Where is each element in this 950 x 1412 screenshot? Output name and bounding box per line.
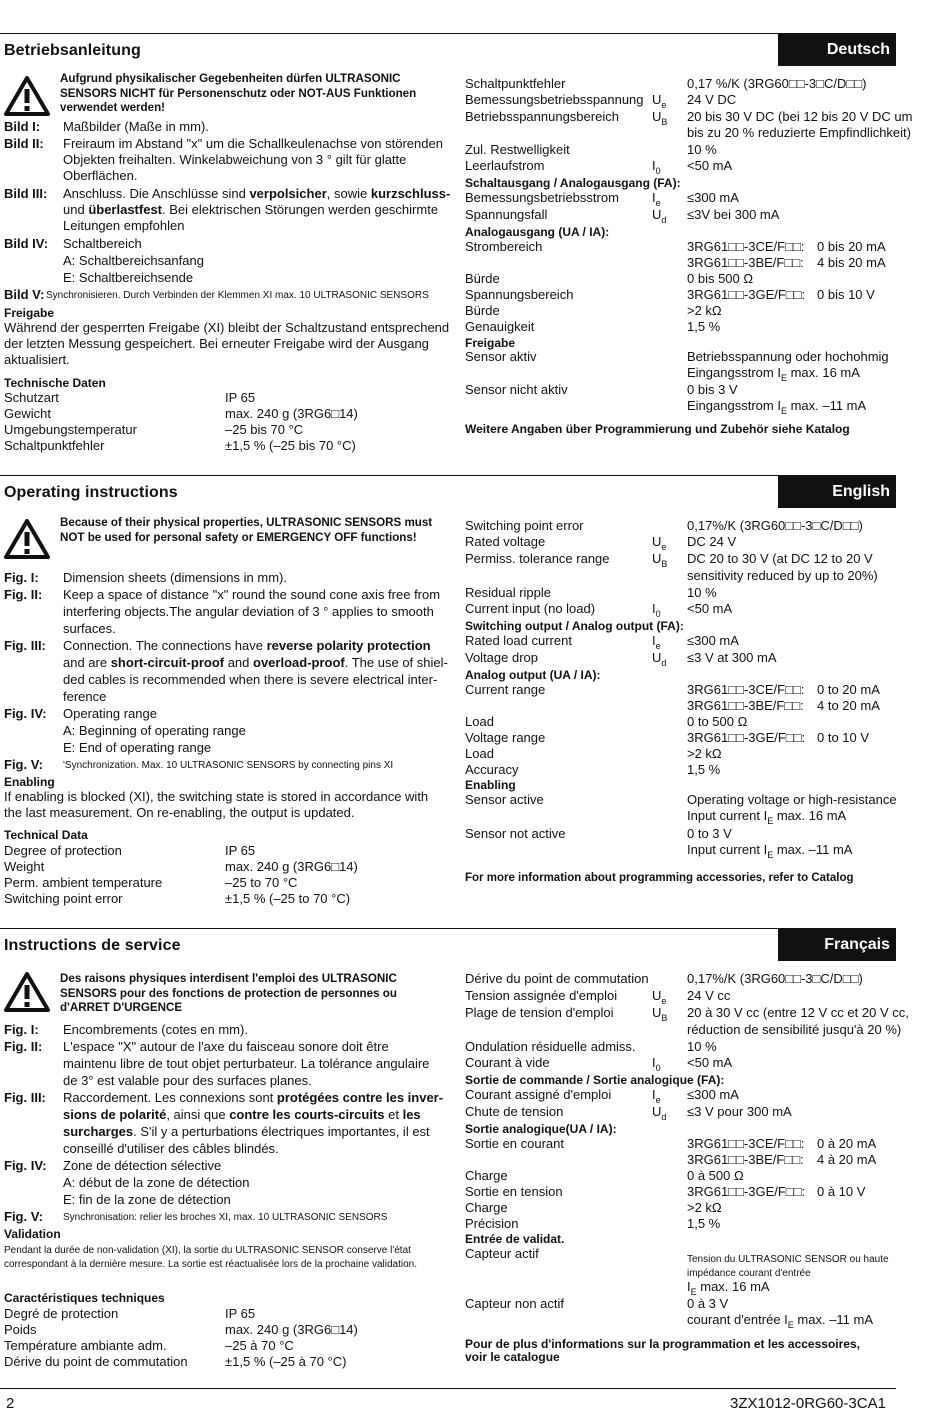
spec-symbol: $U_e$ [652, 534, 667, 552]
spec-label: Rated load current [465, 633, 572, 648]
fig3-text: Connection. The connections have reverse polarity protection [63, 638, 431, 653]
spec-label: Bemessungsbetriebsspannung [465, 92, 644, 107]
spec-label: Sensor nicht aktiv [465, 382, 568, 397]
fig3-text: Leitungen empfohlen [63, 218, 185, 233]
spec-symbol: $U_B$ [652, 1005, 668, 1023]
tech-label: Umgebungstemperatur [4, 422, 137, 437]
tech-value: –25 to 70 °C [225, 875, 298, 890]
tech-value: IP 65 [225, 843, 256, 858]
spec-label: Charge [465, 1168, 508, 1183]
enable-text: the last measurement. On re-enabling, the output is updated. [4, 805, 355, 820]
spec-label: Strombereich [465, 239, 543, 254]
spec-part: 3RG61□□-3GE/F□□: [687, 730, 806, 745]
fig3-label: Fig. III: [4, 1090, 46, 1105]
fig5-label: Fig. V: [4, 1209, 43, 1224]
spec-value: 0 to 3 V [687, 826, 732, 841]
fig1-text: Encombrements (cotes en mm). [63, 1022, 248, 1037]
spec-value: Betriebsspannung oder hochohmig [687, 349, 889, 364]
spec-value: 20 bis 30 V DC (bei 12 bis 20 V DC um [687, 109, 913, 124]
spec-value: 24 V DC [687, 92, 737, 107]
catalog-note: Weitere Angaben über Programmierung und Zubehör siehe Katalog [465, 422, 850, 436]
tech-label: Degré de protection [4, 1306, 119, 1321]
spec-symbol: $U_d$ [652, 207, 667, 225]
tech-label: Perm. ambient temperature [4, 875, 163, 890]
spec-value: $I_E$ max. 16 mA [687, 1279, 770, 1297]
fig4-text: A: Beginning of operating range [63, 723, 246, 738]
fig2-text: de 3° est valable pour des surfaces planes. [63, 1073, 312, 1088]
spec-value: courant d'entrée $I_E$ max. –11 mA [687, 1312, 874, 1330]
spec-label: Plage de tension d'emploi [465, 1005, 614, 1020]
spec-value: 1,5 % [687, 1216, 721, 1231]
spec-value: ≤300 mA [687, 1087, 739, 1102]
spec-label: Ondulation résiduelle admiss. [465, 1039, 636, 1054]
tech-value: max. 240 g (3RG6□14) [225, 406, 358, 421]
tech-label: Dérive du point de commutation [4, 1354, 188, 1369]
spec-value: 0 à 10 V [817, 1184, 866, 1199]
spec-label: Load [465, 714, 494, 729]
spec-label: Switching point error [465, 518, 584, 533]
warning-text: Because of their physical properties, ULTRASONIC SENSORS must NOT be used for personal safety or EMERGENCY OFF functions! [60, 516, 433, 544]
spec-label: Voltage drop [465, 650, 539, 665]
spec-label: Précision [465, 1216, 519, 1231]
warning-icon [4, 972, 50, 1012]
fig4-text: Operating range [63, 706, 157, 721]
spec-value: DC 20 to 30 V (at DC 12 to 20 V [687, 551, 873, 566]
fig4-text: E: End of operating range [63, 740, 212, 755]
spec-label: Spannungsbereich [465, 287, 574, 302]
footer-rule [0, 1388, 896, 1389]
spec-heading: Sortie de commande / Sortie analogique (FA): [465, 1073, 725, 1087]
spec-part: 3RG61□□-3GE/F□□: [687, 1184, 806, 1199]
fig3-text: conseillé d'utiliser des câbles blindés. [63, 1141, 279, 1156]
spec-value: Input current $I_E$ max. –11 mA [687, 842, 853, 860]
enable-text: Pendant la durée de non-validation (XI), la sortie du ULTRASONIC SENSOR conserve l'état [4, 1245, 411, 1256]
enable-heading: Validation [4, 1227, 61, 1241]
spec-value: >2 kΩ [687, 746, 722, 761]
spec-value: <50 mA [687, 1055, 733, 1070]
spec-value: bis zu 20 % reduzierte Empfindlichkeit) [687, 125, 911, 140]
spec-value: impédance courant d'entrée [687, 1268, 811, 1279]
spec-value: ≤3 V at 300 mA [687, 650, 777, 665]
fig3-text: und überlastfest. Bei elektrischen Störungen werden geschirmte [63, 202, 439, 217]
fig4-label: Bild IV: [4, 236, 49, 251]
fig2-text: surfaces. [63, 621, 116, 636]
fig1-text: Maßbilder (Maße in mm). [63, 119, 209, 134]
spec-label: Leerlaufstrom [465, 158, 545, 173]
spec-value: ≤3V bei 300 mA [687, 207, 780, 222]
tech-label: Schutzart [4, 390, 59, 405]
spec-value: 4 bis 20 mA [817, 255, 886, 270]
spec-value: 0 to 10 V [817, 730, 870, 745]
language-badge: Deutsch [778, 34, 896, 66]
fig2-label: Fig. II: [4, 587, 43, 602]
spec-label: Sortie en tension [465, 1184, 563, 1199]
tech-value: IP 65 [225, 1306, 256, 1321]
spec-value: 0,17%/K (3RG60□□-3□C/D□□) [687, 971, 863, 986]
enable-heading: Freigabe [4, 306, 55, 320]
fig5-label: Fig. V: [4, 757, 43, 772]
catalog-note: For more information about programming accessories, refer to Catalog [465, 872, 854, 884]
spec-part: 3RG61□□-3GE/F□□: [687, 287, 806, 302]
spec-value: 24 V cc [687, 988, 731, 1003]
fig2-text: Freiraum im Abstand "x" um die Schallkeulenachse von störenden [63, 136, 443, 151]
spec-value: Eingangsstrom $I_E$ max. 16 mA [687, 365, 860, 383]
tech-heading: Caractéristiques techniques [4, 1291, 165, 1305]
spec-label: Charge [465, 1200, 508, 1215]
page-number: 2 [6, 1395, 15, 1412]
tech-label: Température ambiante adm. [4, 1338, 167, 1353]
spec-label: Sensor active [465, 792, 544, 807]
document-number: 3ZX1012-0RG60-3CA1 [730, 1395, 886, 1412]
spec-value: <50 mA [687, 601, 733, 616]
spec-label: Courant à vide [465, 1055, 550, 1070]
spec-label: Genauigkeit [465, 319, 535, 334]
fig4-text: A: Schaltbereichsanfang [63, 253, 204, 268]
fig5-text: Synchronisation: relier les broches XI, max. 10 ULTRASONIC SENSORS [63, 1212, 388, 1223]
fig2-label: Fig. II: [4, 1039, 43, 1054]
language-badge: Français [778, 929, 896, 961]
fig2-text: maintenu libre de tout objet perturbateur. La tolérance angulaire [63, 1056, 430, 1071]
spec-value: 10 % [687, 142, 717, 157]
tech-value: –25 à 70 °C [225, 1338, 294, 1353]
section-header [0, 33, 896, 68]
fig4-text: Schaltbereich [63, 236, 142, 251]
spec-part: 3RG61□□-3CE/F□□: [687, 682, 805, 697]
enable-text: If enabling is blocked (XI), the switching state is stored in accordance with [4, 789, 429, 804]
spec-label: Sortie en courant [465, 1136, 565, 1151]
spec-value: réduction de sensibilité jusqu'à 20 %) [687, 1022, 902, 1037]
spec-value: sensitivity reduced by up to 20%) [687, 568, 878, 583]
spec-value: Tension du ULTRASONIC SENSOR ou haute [687, 1254, 889, 1265]
fig2-text: Oberflächen. [63, 168, 138, 183]
spec-heading: Schaltausgang / Analogausgang (FA): [465, 176, 681, 190]
warning-icon [4, 76, 50, 116]
spec-label: Voltage range [465, 730, 546, 745]
fig1-label: Fig. I: [4, 1022, 39, 1037]
spec-value: ≤3 V pour 300 mA [687, 1104, 792, 1119]
fig4-label: Fig. IV: [4, 1158, 47, 1173]
spec-symbol: $I_0$ [652, 1055, 661, 1073]
spec-label: Permiss. tolerance range [465, 551, 610, 566]
spec-value: ≤300 mA [687, 633, 739, 648]
spec-symbol: $U_e$ [652, 988, 667, 1006]
spec-symbol: $I_0$ [652, 601, 661, 619]
enable-text: correspondant à la dernière mesure. La sortie est réactualisée lors de la prochaine validation. [4, 1259, 418, 1270]
spec-heading: Analogausgang (UA / IA): [465, 225, 610, 239]
warning-text: Des raisons physiques interdisent l'emploi des ULTRASONIC SENSORS pour des fonctions de protection de personnes ou d'ARRET D'URGENCE [60, 972, 397, 1014]
tech-label: Schaltpunktfehler [4, 438, 105, 453]
spec-value: <50 mA [687, 158, 733, 173]
language-badge: English [778, 476, 896, 508]
spec-label: Bürde [465, 303, 500, 318]
spec-label: Courant assigné d'emploi [465, 1087, 612, 1102]
fig5-text: Synchronisieren. Durch Verbinden der Klemmen XI max. 10 ULTRASONIC SENSORS [46, 290, 429, 301]
fig4-text: A: début de la zone de détection [63, 1175, 250, 1190]
fig3-text: and are short-circuit-proof and overload-proof. The use of shiel- [63, 655, 448, 670]
spec-heading: Entrée de validat. [465, 1232, 565, 1246]
enable-text: Während der gesperrten Freigabe (XI) bleibt der Schaltzustand entsprechend [4, 320, 450, 335]
spec-label: Residual ripple [465, 585, 551, 600]
fig2-label: Bild II: [4, 136, 44, 151]
spec-label: Accuracy [465, 762, 519, 777]
fig3-text: sions de polarité, ainsi que contre les courts-circuits et les [63, 1107, 421, 1122]
spec-heading: Freigabe [465, 336, 516, 350]
spec-label: Bemessungsbetriebsstrom [465, 190, 619, 205]
fig2-text: interfering objects.The angular deviation of 3 ° applies to smooth [63, 604, 434, 619]
section-title: Betriebsanleitung [4, 42, 141, 59]
spec-value: >2 kΩ [687, 1200, 722, 1215]
spec-label: Current range [465, 682, 546, 697]
spec-value: 0 bis 10 V [817, 287, 875, 302]
spec-label: Current input (no load) [465, 601, 596, 616]
spec-value: 0 à 20 mA [817, 1136, 877, 1151]
spec-label: Bürde [465, 271, 500, 286]
spec-heading: Enabling [465, 778, 516, 792]
fig1-label: Bild I: [4, 119, 41, 134]
fig2-text: Objekten freihalten. Winkelabweichung von 3 ° gilt für glatte [63, 152, 407, 167]
spec-value: 4 à 20 mA [817, 1152, 877, 1167]
spec-symbol: $U_B$ [652, 109, 668, 127]
spec-value: 0 to 500 Ω [687, 714, 748, 729]
spec-value: 1,5 % [687, 762, 721, 777]
fig5-text: 'Synchronization. Max. 10 ULTRASONIC SENSORS by connecting pins XI [63, 760, 394, 771]
spec-value: 10 % [687, 585, 717, 600]
section-title: Instructions de service [4, 937, 181, 954]
fig2-text: Keep a space of distance "x" round the sound cone axis free from [63, 587, 441, 602]
spec-label: Tension assignée d'emploi [465, 988, 618, 1003]
tech-heading: Technical Data [4, 828, 88, 842]
enable-text: aktualisiert. [4, 352, 70, 367]
spec-label: Dérive du point de commutation [465, 971, 649, 986]
fig4-label: Fig. IV: [4, 706, 47, 721]
fig5-label: Bild V: [4, 287, 45, 302]
tech-value: max. 240 g (3RG6□14) [225, 859, 358, 874]
tech-label: Degree of protection [4, 843, 122, 858]
fig3-label: Fig. III: [4, 638, 46, 653]
spec-value: 10 % [687, 1039, 717, 1054]
tech-label: Switching point error [4, 891, 123, 906]
fig2-text: L'espace "X" autour de l'axe du faisceau sonore doit être [63, 1039, 389, 1054]
spec-value: DC 24 V [687, 534, 737, 549]
spec-value: Input current $I_E$ max. 16 mA [687, 808, 847, 826]
spec-value: >2 kΩ [687, 303, 722, 318]
fig1-text: Dimension sheets (dimensions in mm). [63, 570, 287, 585]
spec-label: Spannungsfall [465, 207, 548, 222]
spec-value: ≤300 mA [687, 190, 739, 205]
catalog-note: voir le catalogue [465, 1350, 560, 1364]
spec-value: 1,5 % [687, 319, 721, 334]
fig4-text: E: fin de la zone de détection [63, 1192, 231, 1207]
catalog-note: Pour de plus d'informations sur la programmation et les accessoires, [465, 1337, 860, 1351]
spec-value: 0 à 3 V [687, 1296, 729, 1311]
fig4-text: E: Schaltbereichsende [63, 270, 194, 285]
spec-label: Schaltpunktfehler [465, 76, 566, 91]
spec-symbol: $I_e$ [652, 190, 661, 208]
tech-label: Gewicht [4, 406, 51, 421]
spec-value: 20 à 30 V cc (entre 12 V cc et 20 V cc, [687, 1005, 909, 1020]
tech-label: Poids [4, 1322, 37, 1337]
spec-value: 0 bis 3 V [687, 382, 738, 397]
spec-symbol: $U_B$ [652, 551, 668, 569]
fig3-label: Bild III: [4, 186, 48, 201]
spec-label: Capteur non actif [465, 1296, 565, 1311]
fig1-label: Fig. I: [4, 570, 39, 585]
fig3-text: ded cables is recommended when there is severe electrical inter- [63, 672, 438, 687]
spec-value: 0 bis 500 Ω [687, 271, 754, 286]
spec-label: Capteur actif [465, 1246, 539, 1261]
spec-symbol: $U_d$ [652, 650, 667, 668]
spec-value: 4 to 20 mA [817, 698, 880, 713]
spec-part: 3RG61□□-3CE/F□□: [687, 1136, 805, 1151]
spec-symbol: $I_e$ [652, 1087, 661, 1105]
enable-heading: Enabling [4, 775, 55, 789]
spec-value: Eingangsstrom $I_E$ max. –11 mA [687, 398, 867, 416]
spec-part: 3RG61□□-3BE/F□□: [687, 255, 804, 270]
tech-label: Weight [4, 859, 45, 874]
spec-symbol: $U_d$ [652, 1104, 667, 1122]
spec-heading: Analog output (UA / IA): [465, 668, 601, 682]
spec-value: 0 to 20 mA [817, 682, 880, 697]
spec-label: Zul. Restwelligkeit [465, 142, 570, 157]
spec-value: 0 à 500 Ω [687, 1168, 744, 1183]
spec-heading: Switching output / Analog output (FA): [465, 619, 684, 633]
section-title: Operating instructions [4, 484, 178, 501]
spec-value: 0,17%/K (3RG60□□-3□C/D□□) [687, 518, 863, 533]
spec-label: Chute de tension [465, 1104, 564, 1119]
tech-value: max. 240 g (3RG6□14) [225, 1322, 358, 1337]
spec-symbol: $I_e$ [652, 633, 661, 651]
spec-value: Operating voltage or high-resistance [687, 792, 897, 807]
tech-value: ±1,5 % (–25 à 70 °C) [225, 1354, 347, 1369]
spec-label: Sensor aktiv [465, 349, 537, 364]
fig3-text: Anschluss. Die Anschlüsse sind verpolsicher, sowie kurzschluss- [63, 186, 451, 201]
enable-text: der letzten Messung gespeichert. Bei erneuter Freigabe wird der Ausgang [4, 336, 429, 351]
spec-label: Load [465, 746, 494, 761]
tech-value: –25 bis 70 °C [225, 422, 304, 437]
spec-part: 3RG61□□-3BE/F□□: [687, 1152, 804, 1167]
fig3-text: ference [63, 689, 107, 704]
fig3-text: Raccordement. Les connexions sont protégées contre les inver- [63, 1090, 444, 1105]
tech-heading: Technische Daten [4, 376, 106, 390]
spec-value: 0,17 %/K (3RG60□□-3□C/D□□) [687, 76, 867, 91]
fig4-text: Zone de détection sélective [63, 1158, 222, 1173]
spec-symbol: $U_e$ [652, 92, 667, 110]
section-header [0, 928, 896, 963]
spec-label: Sensor not active [465, 826, 566, 841]
spec-heading: Sortie analogique(UA / IA): [465, 1122, 617, 1136]
spec-part: 3RG61□□-3BE/F□□: [687, 698, 804, 713]
tech-value: ±1,5 % (–25 bis 70 °C) [225, 438, 356, 453]
spec-symbol: $I_0$ [652, 158, 661, 176]
spec-value: 0 bis 20 mA [817, 239, 886, 254]
spec-part: 3RG61□□-3CE/F□□: [687, 239, 805, 254]
tech-value: ±1,5 % (–25 to 70 °C) [225, 891, 351, 906]
section-header [0, 475, 896, 510]
spec-label: Rated voltage [465, 534, 546, 549]
spec-label: Betriebsspannungsbereich [465, 109, 619, 124]
warning-text: Aufgrund physikalischer Gegebenheiten dürfen ULTRASONIC SENSORS NICHT für Personenschutz oder NOT-AUS Funktionen verwendet werden! [60, 72, 417, 114]
fig3-text: surcharges. S'il y a perturbations électriques importantes, il est [63, 1124, 430, 1139]
warning-icon [4, 519, 50, 559]
tech-value: IP 65 [225, 390, 256, 405]
